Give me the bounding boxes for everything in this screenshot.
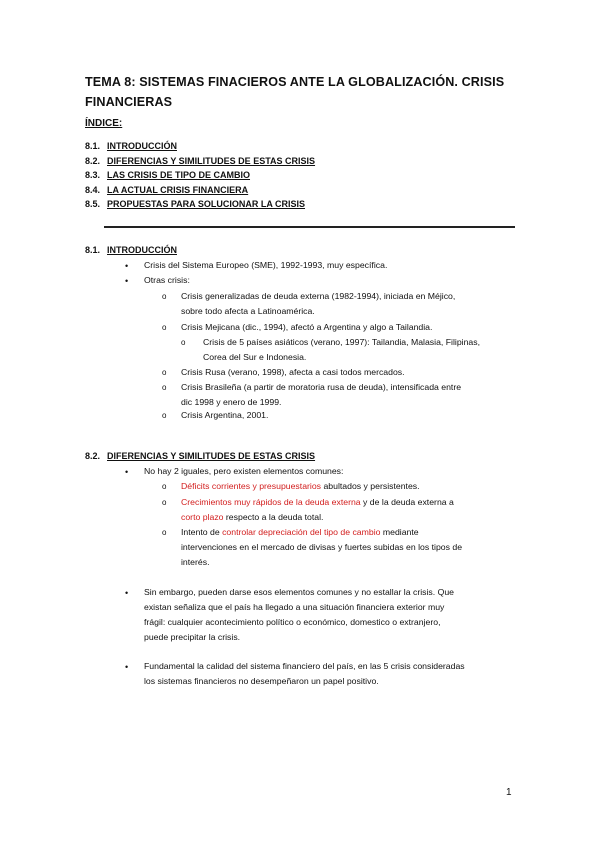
toc-link[interactable]: LAS CRISIS DE TIPO DE CAMBIO — [107, 170, 251, 180]
toc-item — [85, 183, 315, 198]
list-item-text: Crisis Rusa (verano, 1998), afecta a casi todos mercados. — [181, 367, 405, 377]
circle-bullet-icon: o — [162, 383, 167, 392]
toc-number: 8.2. — [85, 155, 101, 166]
highlight-text: Crecimientos muy rápidos de la deuda externa — [181, 497, 361, 507]
paragraph-text: frágil: cualquier acontecimiento político o económico, domestico o extranjero, — [144, 617, 441, 627]
toc-item — [85, 154, 315, 169]
list-item-text: Crisis de 5 países asiáticos (verano, 1997): Tailandia, Malasia, Filipinas, — [203, 337, 481, 347]
plain-text: respecto a la deuda total. — [223, 512, 324, 522]
toc-item — [85, 139, 315, 154]
list-item-text: Crisis Brasileña (a partir de moratoria rusa de deuda), intensificada entre — [181, 382, 462, 392]
list-item-text: sobre todo afecta a Latinoamérica. — [181, 306, 315, 316]
plain-text: y de la deuda externa a — [360, 497, 454, 507]
bullet-text: Crisis del Sistema Europeo (SME), 1992-1993, muy específica. — [144, 260, 388, 270]
section-heading-introduccion — [85, 245, 177, 255]
circle-bullet-icon: o — [162, 411, 167, 420]
list-item-text: dic 1998 y enero de 1999. — [181, 397, 282, 407]
section-title: INTRODUCCIÓN — [107, 245, 177, 255]
list-item-text — [181, 495, 454, 511]
highlight-text: corto plazo — [181, 512, 224, 522]
list-item-text: Corea del Sur e Indonesia. — [203, 352, 307, 362]
bullet-icon: • — [125, 261, 129, 271]
highlight-text: controlar depreciación del tipo de cambio — [222, 527, 381, 537]
paragraph-text: puede precipitar la crisis. — [144, 632, 241, 642]
paragraph-text: Fundamental la calidad del sistema financiero del país, en las 5 crisis consideradas — [144, 661, 465, 671]
table-of-contents — [85, 139, 315, 212]
bullet-text: No hay 2 iguales, pero existen elementos comunes: — [144, 466, 344, 476]
page-number: 1 — [506, 787, 512, 798]
plain-text: mediante — [380, 527, 419, 537]
toc-link[interactable]: DIFERENCIAS Y SIMILITUDES DE ESTAS CRISIS — [107, 155, 316, 166]
paragraph-text: existan señaliza que el país ha llegado a una situación financiera exterior muy — [144, 602, 445, 612]
circle-bullet-icon: o — [181, 338, 186, 347]
paragraph-text: Sin embargo, pueden darse esos elementos comunes y no estallar la crisis. Que — [144, 587, 455, 597]
index-heading: ÍNDICE: — [85, 118, 123, 129]
paragraph-text: los sistemas financieros no desempeñaron un papel positivo. — [144, 676, 379, 686]
circle-bullet-icon: o — [162, 482, 167, 491]
list-item-text: Crisis Argentina, 2001. — [181, 410, 269, 420]
toc-number: 8.3. — [85, 170, 101, 180]
section-title: DIFERENCIAS Y SIMILITUDES DE ESTAS CRISIS — [107, 451, 316, 461]
circle-bullet-icon: o — [162, 292, 167, 301]
toc-link[interactable]: INTRODUCCIÓN — [107, 141, 177, 151]
list-item-text — [181, 479, 420, 495]
circle-bullet-icon: o — [162, 368, 167, 377]
section-number: 8.1. — [85, 245, 101, 255]
toc-number: 8.4. — [85, 184, 101, 195]
plain-text: Intento de — [181, 527, 223, 537]
toc-number: 8.1. — [85, 141, 101, 151]
horizontal-divider — [104, 226, 515, 228]
plain-text: abultados y persistentes. — [321, 481, 420, 491]
circle-bullet-icon: o — [162, 323, 167, 332]
toc-item — [85, 197, 315, 212]
bullet-icon: • — [125, 467, 129, 477]
highlight-text: Déficits corrientes y presupuestarios — [181, 481, 322, 491]
list-item-text: interés. — [181, 557, 210, 567]
list-item-text: Crisis Mejicana (dic., 1994), afectó a Argentina y algo a Tailandia. — [181, 322, 433, 332]
bullet-text: Otras crisis: — [144, 275, 190, 285]
toc-link[interactable]: LA ACTUAL CRISIS FINANCIERA — [107, 184, 249, 195]
toc-item — [85, 168, 315, 183]
list-item-text — [181, 525, 419, 541]
list-item-text: intervenciones en el mercado de divisas y fuertes subidas en los tipos de — [181, 542, 463, 552]
toc-link[interactable]: PROPUESTAS PARA SOLUCIONAR LA CRISIS — [107, 199, 306, 209]
list-item-text — [181, 510, 323, 526]
bullet-icon: • — [125, 276, 129, 286]
circle-bullet-icon: o — [162, 528, 167, 537]
section-heading-diferencias — [85, 451, 315, 461]
circle-bullet-icon: o — [162, 498, 167, 507]
document-title: TEMA 8: SISTEMAS FINACIEROS ANTE LA GLOBALIZACIÓN. CRISIS FINANCIERAS — [85, 75, 505, 109]
bullet-icon: • — [125, 588, 129, 598]
toc-number: 8.5. — [85, 199, 101, 209]
bullet-icon: • — [125, 662, 129, 672]
list-item-text: Crisis generalizadas de deuda externa (1982-1994), iniciada en Méjico, — [181, 291, 456, 301]
section-number: 8.2. — [85, 451, 101, 461]
